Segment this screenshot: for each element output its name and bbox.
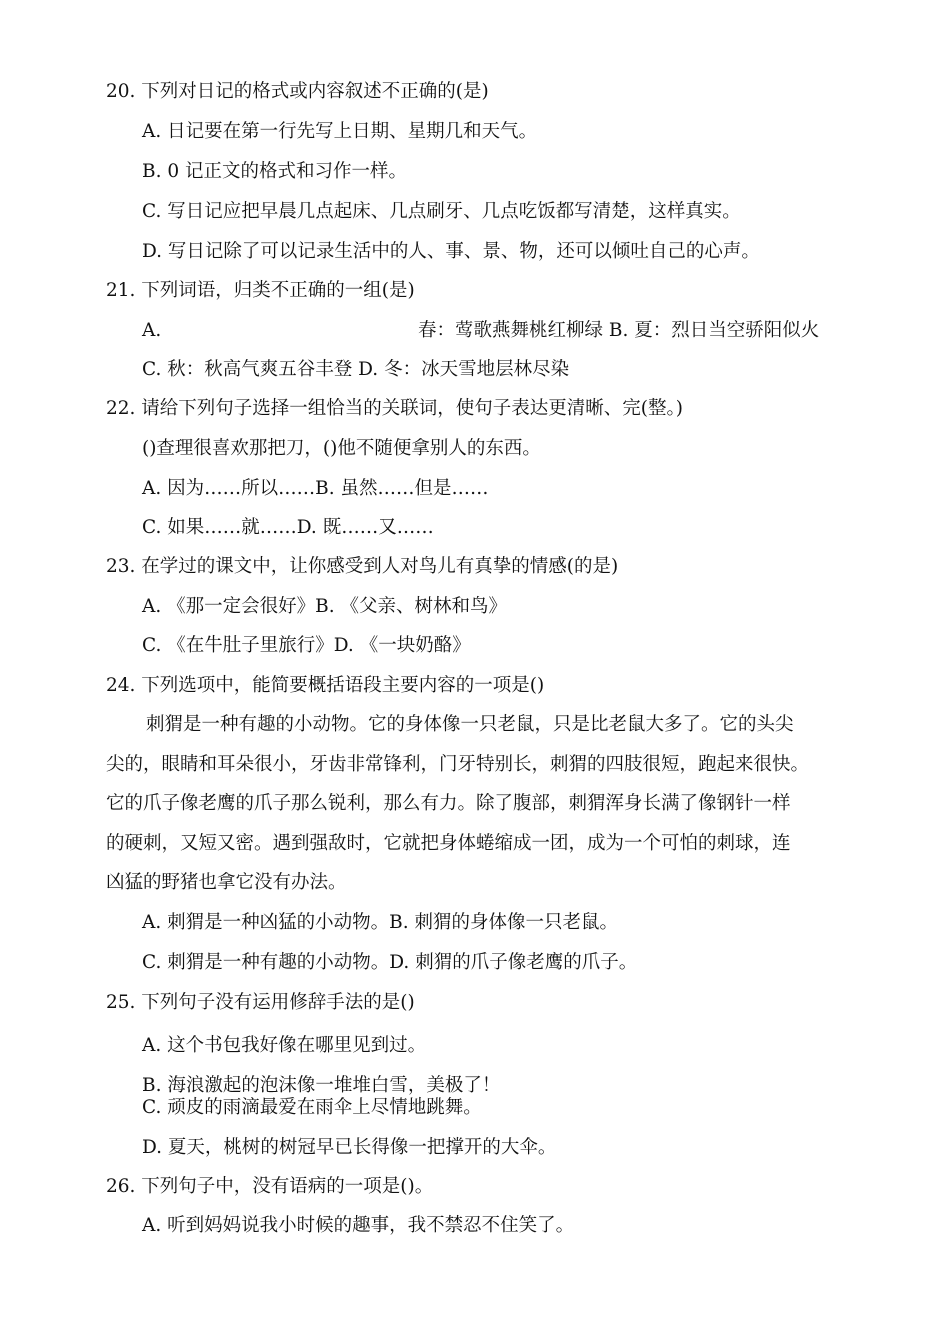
question-21-option-c-d: C. 秋：秋高气爽五谷丰登 D. 冬：冰天雪地层林尽染 <box>142 359 570 380</box>
question-22-stem: 22. 请给下列句子选择一组恰当的关联词，使句子表达更清晰、完(整。) <box>106 398 683 419</box>
question-25-option-d: D. 夏天，桃树的树冠早已长得像一把撑开的大伞。 <box>142 1137 557 1158</box>
question-23-option-a-b: A. 《那一定会很好》B. 《父亲、树林和鸟》 <box>142 596 507 617</box>
passage-line-4: 的硬刺，又短又密。遇到强敌时，它就把身体蜷缩成一团，成为一个可怕的刺球，连 <box>106 833 791 854</box>
question-22-option-c-d: C. 如果……就……D. 既……又…… <box>142 517 434 538</box>
question-25-option-b: B. 海浪激起的泡沫像一堆堆白雪，美极了！ <box>142 1075 501 1096</box>
question-26-stem: 26. 下列句子中，没有语病的一项是()。 <box>106 1176 434 1197</box>
question-22-sentence: ()查理很喜欢那把刀，()他不随便拿别人的东西。 <box>142 438 541 459</box>
question-24-option-c-d: C. 刺猬是一种有趣的小动物。D. 刺猬的爪子像老鹰的爪子。 <box>142 952 638 973</box>
question-23-option-c-d: C. 《在牛肚子里旅行》D. 《一块奶酪》 <box>142 635 471 656</box>
question-25-option-a: A. 这个书包我好像在哪里见到过。 <box>142 1035 427 1056</box>
question-20-option-d: D. 写日记除了可以记录生活中的人、事、景、物，还可以倾吐自己的心声。 <box>142 241 760 262</box>
question-24-option-a-b: A. 刺猬是一种凶猛的小动物。B. 刺猬的身体像一只老鼠。 <box>142 912 618 933</box>
passage-line-3: 它的爪子像老鹰的爪子那么锐利，那么有力。除了腹部，刺猬浑身长满了像钢针一样 <box>106 793 791 814</box>
passage-line-1: 刺猬是一种有趣的小动物。它的身体像一只老鼠，只是比老鼠大多了。它的头尖 <box>146 714 794 735</box>
question-24-stem: 24. 下列选项中，能简要概括语段主要内容的一项是() <box>106 675 545 696</box>
question-20-option-c: C. 写日记应把早晨几点起床、几点刷牙、几点吃饭都写清楚，这样真实。 <box>142 201 741 222</box>
question-26-option-a: A. 听到妈妈说我小时候的趣事，我不禁忍不住笑了。 <box>142 1215 575 1236</box>
question-21-option-a-b: 春：莺歌燕舞桃红柳绿 B. 夏：烈日当空骄阳似火 <box>418 320 820 341</box>
question-22-option-a-b: A. 因为……所以……B. 虽然……但是…… <box>142 478 489 499</box>
question-25-stem: 25. 下列句子没有运用修辞手法的是() <box>106 992 415 1013</box>
question-20-option-b: B. 0 记正文的格式和习作一样。 <box>142 161 408 182</box>
question-21-stem: 21. 下列词语，归类不正确的一组(是) <box>106 280 415 301</box>
question-21-option-a-label: A. <box>142 320 162 341</box>
question-20-stem: 20. 下列对日记的格式或内容叙述不正确的(是) <box>106 81 489 102</box>
question-20-option-a: A. 日记要在第一行先写上日期、星期几和天气。 <box>142 121 538 142</box>
passage-line-5: 凶猛的野猪也拿它没有办法。 <box>106 872 347 893</box>
question-25-option-c: C. 顽皮的雨滴最爱在雨伞上尽情地跳舞。 <box>142 1097 482 1118</box>
passage-line-2: 尖的，眼睛和耳朵很小，牙齿非常锋利，门牙特别长，刺猬的四肢很短，跑起来很快。 <box>106 754 810 775</box>
question-23-stem: 23. 在学过的课文中，让你感受到人对鸟儿有真挚的情感(的是) <box>106 556 619 577</box>
